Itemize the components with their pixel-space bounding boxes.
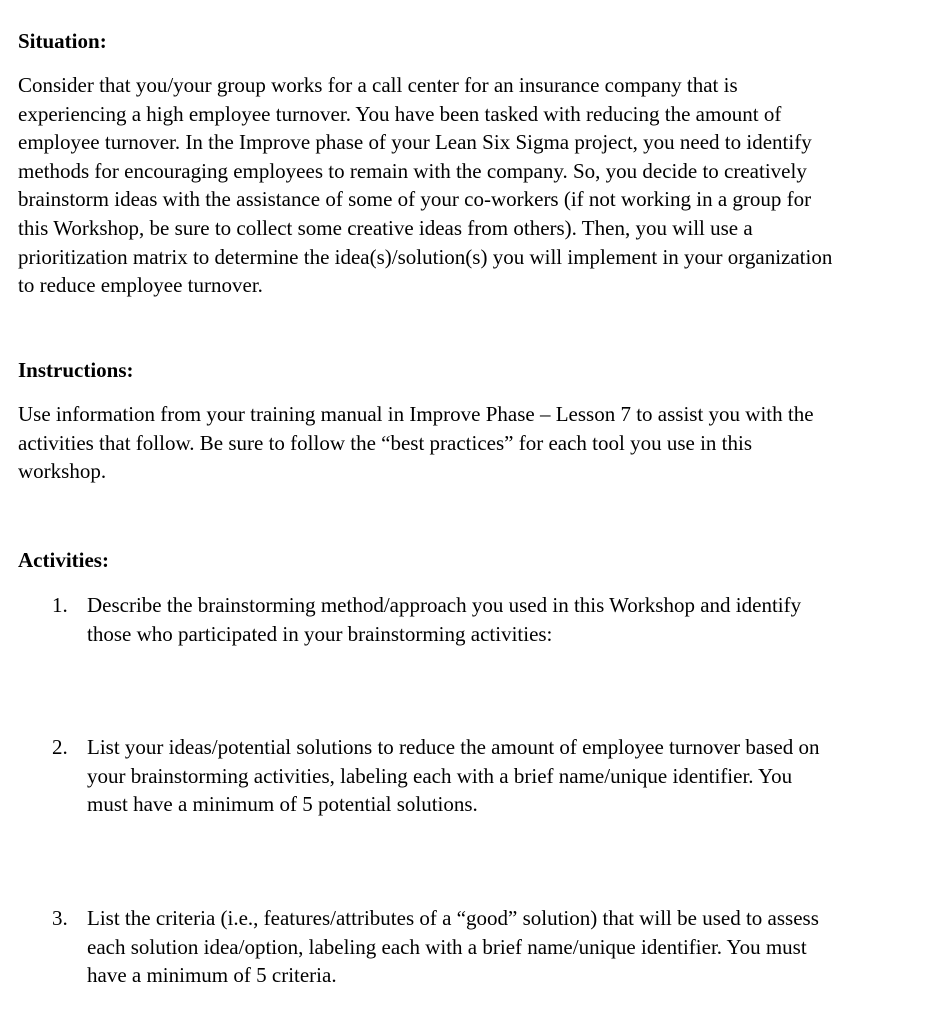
activity-line: List your ideas/potential solutions to reduce the amount of employee turnover based on <box>87 735 820 759</box>
paragraph-line: employee turnover. In the Improve phase of your Lean Six Sigma project, you need to identify <box>18 130 812 155</box>
paragraph-line: Consider that you/your group works for a call center for an insurance company that is <box>18 73 738 97</box>
paragraph-line: experiencing a high employee turnover. You have been tasked with reducing the amount of <box>18 101 782 126</box>
paragraph-line: this Workshop, be sure to collect some creative ideas from others). Then, you will use a <box>18 215 753 240</box>
list-number: 1. <box>52 593 68 617</box>
paragraph-line: methods for encouraging employees to remain with the company. So, you decide to creatively <box>18 158 807 183</box>
instructions-heading: Instructions: <box>18 358 134 382</box>
list-number: 2. <box>52 735 68 759</box>
activity-text <box>87 733 820 819</box>
paragraph-line: brainstorm ideas with the assistance of some of your co-workers (if not working in a group for <box>18 187 812 212</box>
instructions-paragraph <box>18 400 814 486</box>
paragraph-line: Use information from your training manual in Improve Phase – Lesson 7 to assist you with the <box>18 402 814 426</box>
activity-text <box>87 904 819 990</box>
activity-line: those who participated in your brainstorming activities: <box>87 621 553 646</box>
activity-line: each solution idea/option, labeling each with a brief name/unique identifier. You must <box>87 934 807 959</box>
paragraph-line: to reduce employee turnover. <box>18 273 263 298</box>
activity-line: List the criteria (i.e., features/attributes of a “good” solution) that will be used to assess <box>87 906 819 930</box>
list-number: 3. <box>52 906 68 930</box>
paragraph-line: workshop. <box>18 459 107 484</box>
paragraph-line: activities that follow. Be sure to follow the “best practices” for each tool you use in this <box>18 430 753 455</box>
activity-line: have a minimum of 5 criteria. <box>87 963 337 988</box>
activity-text <box>87 591 801 648</box>
activity-line: Describe the brainstorming method/approach you used in this Workshop and identify <box>87 593 802 617</box>
situation-heading: Situation: <box>18 29 107 53</box>
activity-line: must have a minimum of 5 potential solutions. <box>87 792 478 817</box>
activities-heading: Activities: <box>18 548 109 572</box>
activity-line: your brainstorming activities, labeling each with a brief name/unique identifier. You <box>87 763 793 788</box>
paragraph-line: prioritization matrix to determine the idea(s)/solution(s) you will implement in your organization <box>18 244 833 269</box>
situation-paragraph <box>18 71 832 300</box>
